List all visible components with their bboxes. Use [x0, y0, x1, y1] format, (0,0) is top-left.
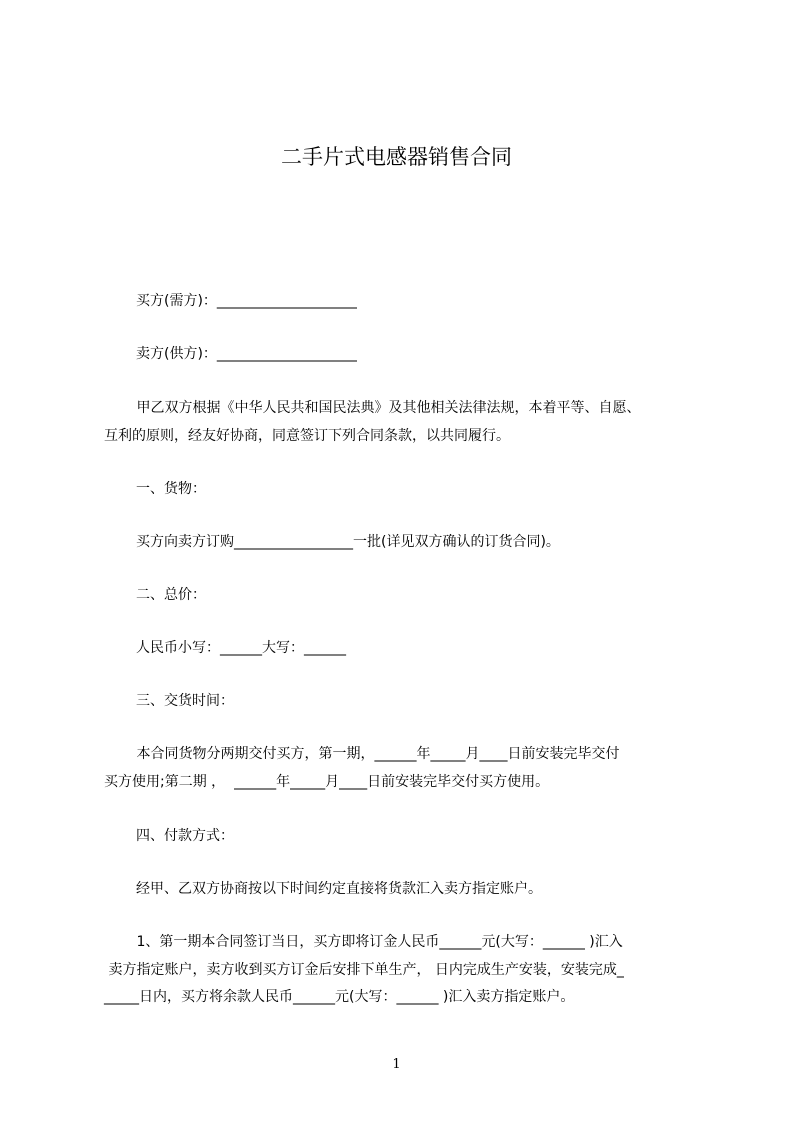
section-heading-total-price: 二、总价：	[136, 587, 206, 603]
document-title: 二手片式电感器销售合同	[281, 145, 512, 169]
payment-clause-line-3: _____日内，买方将余款人民币______元(大写：______ )汇入卖方指定账户。	[104, 989, 575, 1005]
goods-text: 买方向卖方订购_________________一批(详见双方确认的订货合同)。	[136, 534, 560, 550]
delivery-time-line-2: 买方使用;第二期 ， ______年_____月____日前安装完毕交付买方使用。	[104, 774, 550, 790]
seller-line: 卖方(供方)：____________________	[136, 346, 357, 362]
payment-method-text: 经甲、乙双方协商按以下时间约定直接将货款汇入卖方指定账户。	[136, 881, 542, 897]
section-heading-payment-method: 四、付款方式：	[136, 828, 234, 844]
payment-clause-line-1: 1、第一期本合同签订当日，买方即将订金人民币______元(大写：______ )汇入	[132, 934, 623, 950]
intro-line-1: 甲乙双方根据《中华人民共和国民法典》及其他相关法律法规，本着平等、自愿、	[132, 400, 641, 416]
intro-line-2: 互利的原则，经友好协商，同意签订下列合同条款，以共同履行。	[104, 428, 510, 444]
buyer-line: 买方(需方)：____________________	[136, 293, 357, 309]
total-price-text: 人民币小写：______大写：______	[136, 640, 346, 656]
section-heading-goods: 一、货物：	[136, 481, 206, 497]
delivery-time-line-1: 本合同货物分两期交付买方，第一期，______年_____月____日前安装完毕交付	[132, 746, 620, 762]
page-number: 1	[392, 1057, 401, 1072]
payment-clause-line-2: 卖方指定账户，卖方收到买方订金后安排下单生产， 日内完成生产安装，安装完成_	[104, 962, 624, 978]
section-heading-delivery-time: 三、交货时间：	[136, 693, 234, 709]
